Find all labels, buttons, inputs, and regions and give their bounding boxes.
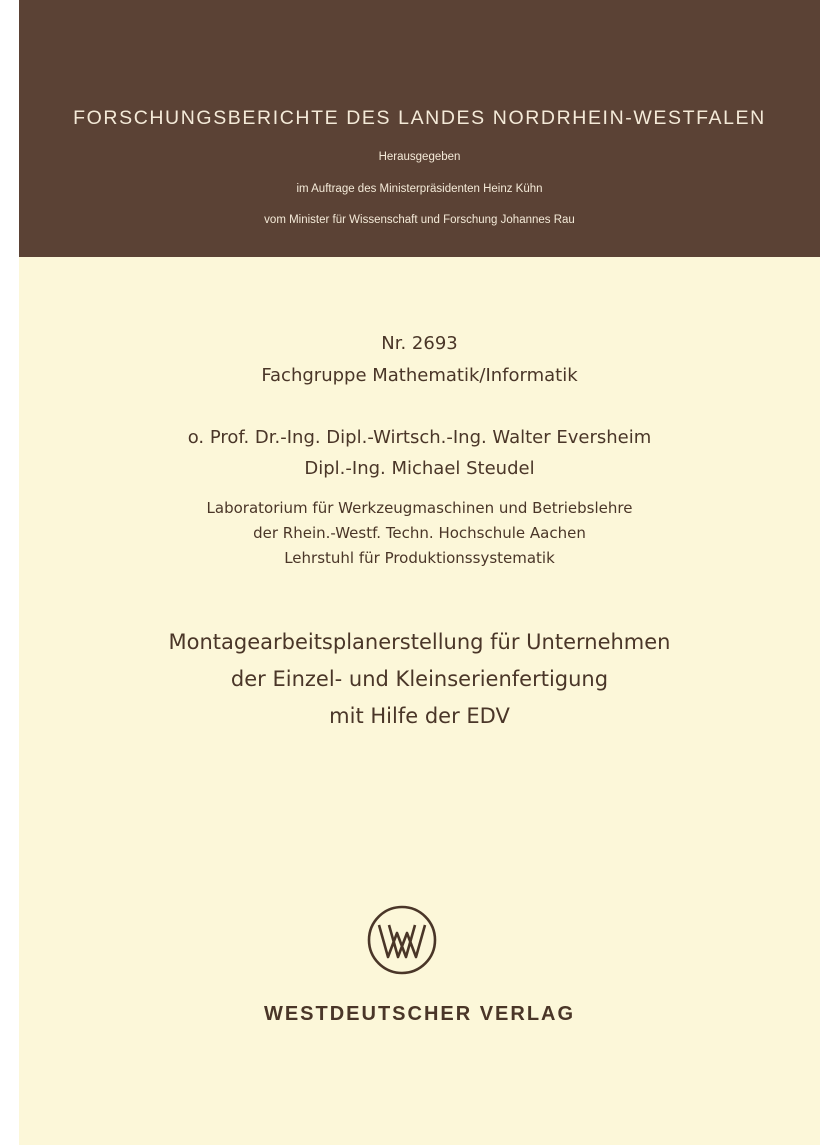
author-line: Dipl.-Ing. Michael Steudel — [304, 458, 535, 479]
institution-line: der Rhein.-Westf. Techn. Hochschule Aachen — [253, 524, 586, 542]
institution-line: Laboratorium für Werkzeugmaschinen und Betriebslehre — [206, 499, 633, 517]
editor-line: Herausgegeben — [378, 151, 461, 163]
book-cover — [19, 0, 820, 1145]
author-line: o. Prof. Dr.-Ing. Dipl.-Wirtsch.-Ing. Walter Eversheim — [187, 427, 652, 448]
minister-line: vom Minister für Wissenschaft und Forschung Johannes Rau — [264, 214, 575, 226]
header-band — [19, 0, 820, 257]
subject-group: Fachgruppe Mathematik/Informatik — [261, 365, 578, 386]
cover-content — [19, 257, 820, 1145]
ww-circle-logo-icon — [367, 905, 437, 975]
commission-line: im Auftrage des Ministerpräsidenten Heinz Kühn — [296, 183, 543, 195]
series-title: FORSCHUNGSBERICHTE DES LANDES NORDRHEIN-WESTFALEN — [73, 107, 766, 129]
institution-line: Lehrstuhl für Produktionssystematik — [284, 549, 555, 567]
book-title-line: Montagearbeitsplanerstellung für Unternehmen — [168, 630, 671, 654]
book-title-line: der Einzel- und Kleinserienfertigung — [230, 667, 609, 691]
publisher-name: WESTDEUTSCHER VERLAG — [263, 1003, 576, 1025]
book-title-line: mit Hilfe der EDV — [329, 704, 510, 728]
report-number: Nr. 2693 — [381, 333, 458, 354]
